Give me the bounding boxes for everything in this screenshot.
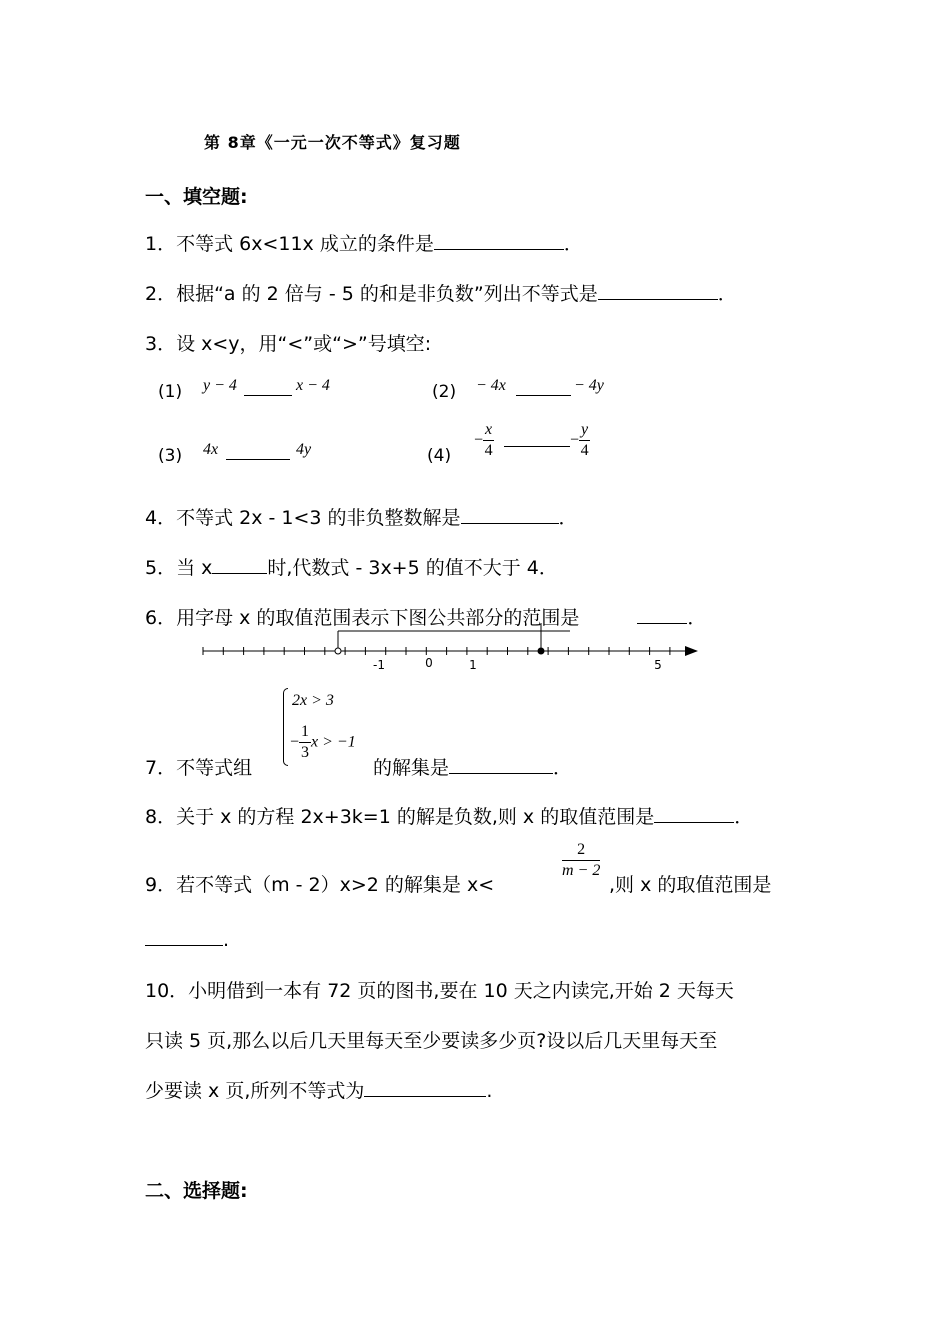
question-8	[145, 802, 753, 829]
tick-label-5: 5	[654, 658, 662, 672]
question-8-text: 8．关于 x 的方程 2x+3k=1 的解是负数,则 x 的取值范围是	[145, 806, 655, 828]
fraction-denominator: 3	[301, 744, 310, 761]
answer-blank[interactable]	[145, 927, 223, 946]
question-4-end: ．	[558, 507, 578, 529]
fraction-numerator: 1	[299, 722, 311, 743]
number-line-figure	[195, 615, 705, 675]
question-10-line2: 只读 5 页,那么以后几天里每天至少要读多少页?设以后几天里每天至	[145, 1030, 718, 1052]
question-6-end: ．	[687, 607, 707, 629]
q3-part2-left: − 4x	[476, 377, 506, 394]
question-2	[145, 279, 737, 306]
answer-blank[interactable]	[364, 1078, 486, 1097]
question-5-pre: 5．当 x	[145, 557, 213, 579]
question-5-post: 时,代数式 - 3x+5 的值不大于 4．	[267, 557, 558, 579]
q3-part4-label: (4)	[427, 446, 452, 466]
answer-blank[interactable]	[654, 804, 734, 823]
question-1	[145, 229, 583, 256]
question-10-end: .	[486, 1080, 493, 1102]
question-1-end: ．	[563, 233, 583, 255]
question-10-line1: 10．小明借到一本有 72 页的图书,要在 10 天之内读完,开始 2 天每天	[145, 980, 734, 1002]
q3-part3-blank[interactable]	[226, 441, 290, 460]
q3-part2-blank[interactable]	[516, 377, 571, 396]
arrow-icon	[685, 646, 698, 656]
q3-part4-left	[474, 420, 494, 461]
tick-label-minus1: -1	[373, 658, 385, 672]
question-2-text: 2．根据“a 的 2 倍与 - 5 的和是非负数”列出不等式是	[145, 283, 598, 305]
fraction-denominator: m − 2	[562, 862, 601, 879]
question-8-end: ．	[734, 806, 754, 828]
system-equation-1: 2x > 3	[292, 692, 334, 709]
fraction-numerator: y	[579, 420, 590, 441]
closed-point	[538, 648, 545, 655]
open-point	[335, 648, 341, 654]
question-9-end: .	[223, 929, 230, 951]
q3-part4-right	[570, 420, 590, 461]
q3-part1-blank[interactable]	[244, 377, 292, 396]
question-4	[145, 503, 578, 530]
question-9-answer-line	[145, 927, 229, 951]
question-7-end: ．	[553, 757, 573, 779]
question-1-text: 1．不等式 6x<11x 成立的条件是	[145, 233, 434, 255]
q3-part1-left: y − 4	[203, 377, 237, 394]
answer-blank[interactable]	[449, 755, 553, 774]
tick-label-1: 1	[469, 658, 477, 672]
q3-part2-right: − 4y	[574, 377, 604, 394]
question-6-text: 6．用字母 x 的取值范围表示下图公共部分的范围是	[145, 607, 580, 629]
answer-blank[interactable]	[461, 505, 559, 524]
minus-sign: −	[570, 431, 580, 449]
answer-blank[interactable]	[212, 555, 267, 574]
q3-part4-blank[interactable]	[504, 446, 570, 447]
fraction-numerator: x	[483, 420, 494, 441]
q3-part1-right: x − 4	[296, 377, 330, 394]
q3-part3-left: 4x	[203, 441, 219, 458]
q3-part3-label: (3)	[158, 446, 183, 466]
question-10-line3	[145, 1076, 492, 1103]
tick-label-0: 0	[425, 656, 433, 670]
question-10-line3-text: 少要读 x 页,所列不等式为	[145, 1080, 365, 1102]
section-heading-fill-blank: 一、填空题:	[145, 186, 248, 208]
equation-rest: x > −1	[311, 733, 356, 751]
q3-part2-label: (2)	[432, 382, 457, 402]
fraction-denominator: 4	[484, 442, 493, 459]
fraction-denominator: 4	[580, 442, 589, 459]
question-7-post	[373, 753, 572, 780]
page-title: 第 8章《一元一次不等式》复习题	[204, 133, 461, 152]
question-4-text: 4．不等式 2x - 1<3 的非负整数解是	[145, 507, 461, 529]
question-2-end: ．	[717, 283, 737, 305]
section-heading-multiple-choice: 二、选择题:	[145, 1180, 248, 1202]
question-7-pre: 7．不等式组	[145, 757, 253, 779]
question-9-fraction	[562, 840, 600, 881]
system-equation-2	[290, 722, 356, 763]
question-3: 3．设 x<y，用“<”或“>”号填空:	[145, 333, 432, 355]
question-5	[145, 553, 558, 580]
answer-blank[interactable]	[434, 231, 564, 250]
question-9-post: ,则 x 的取值范围是	[609, 874, 772, 896]
question-9-pre: 9．若不等式（m - 2）x>2 的解集是 x<	[145, 874, 495, 896]
system-brace	[283, 688, 288, 766]
q3-part3-right: 4y	[296, 441, 312, 458]
fraction-numerator: 2	[562, 840, 600, 861]
minus-sign: −	[290, 733, 300, 751]
minus-sign: −	[474, 431, 484, 449]
question-7-post-text: 的解集是	[373, 757, 450, 779]
answer-blank[interactable]	[598, 281, 718, 300]
q3-part1-label: (1)	[158, 382, 183, 402]
